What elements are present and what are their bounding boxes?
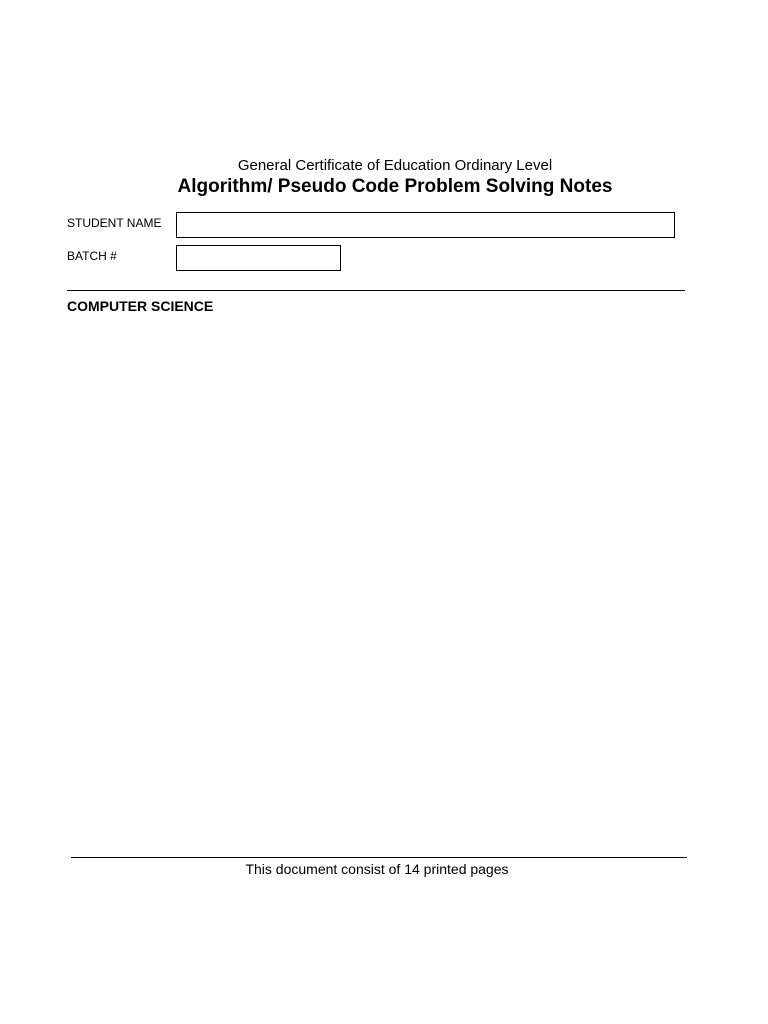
footer-divider (71, 857, 687, 858)
page-count-note: This document consist of 14 printed pages (245, 861, 509, 877)
header-divider (67, 290, 685, 291)
batch-number-label: BATCH # (67, 249, 117, 263)
student-name-field[interactable] (176, 212, 675, 238)
student-name-label: STUDENT NAME (67, 216, 162, 230)
document-title: Algorithm/ Pseudo Code Problem Solving Notes (177, 176, 613, 197)
subject-heading: COMPUTER SCIENCE (67, 298, 214, 314)
batch-number-field[interactable] (176, 245, 341, 271)
exam-level-subtitle: General Certificate of Education Ordinary Level (237, 157, 553, 174)
